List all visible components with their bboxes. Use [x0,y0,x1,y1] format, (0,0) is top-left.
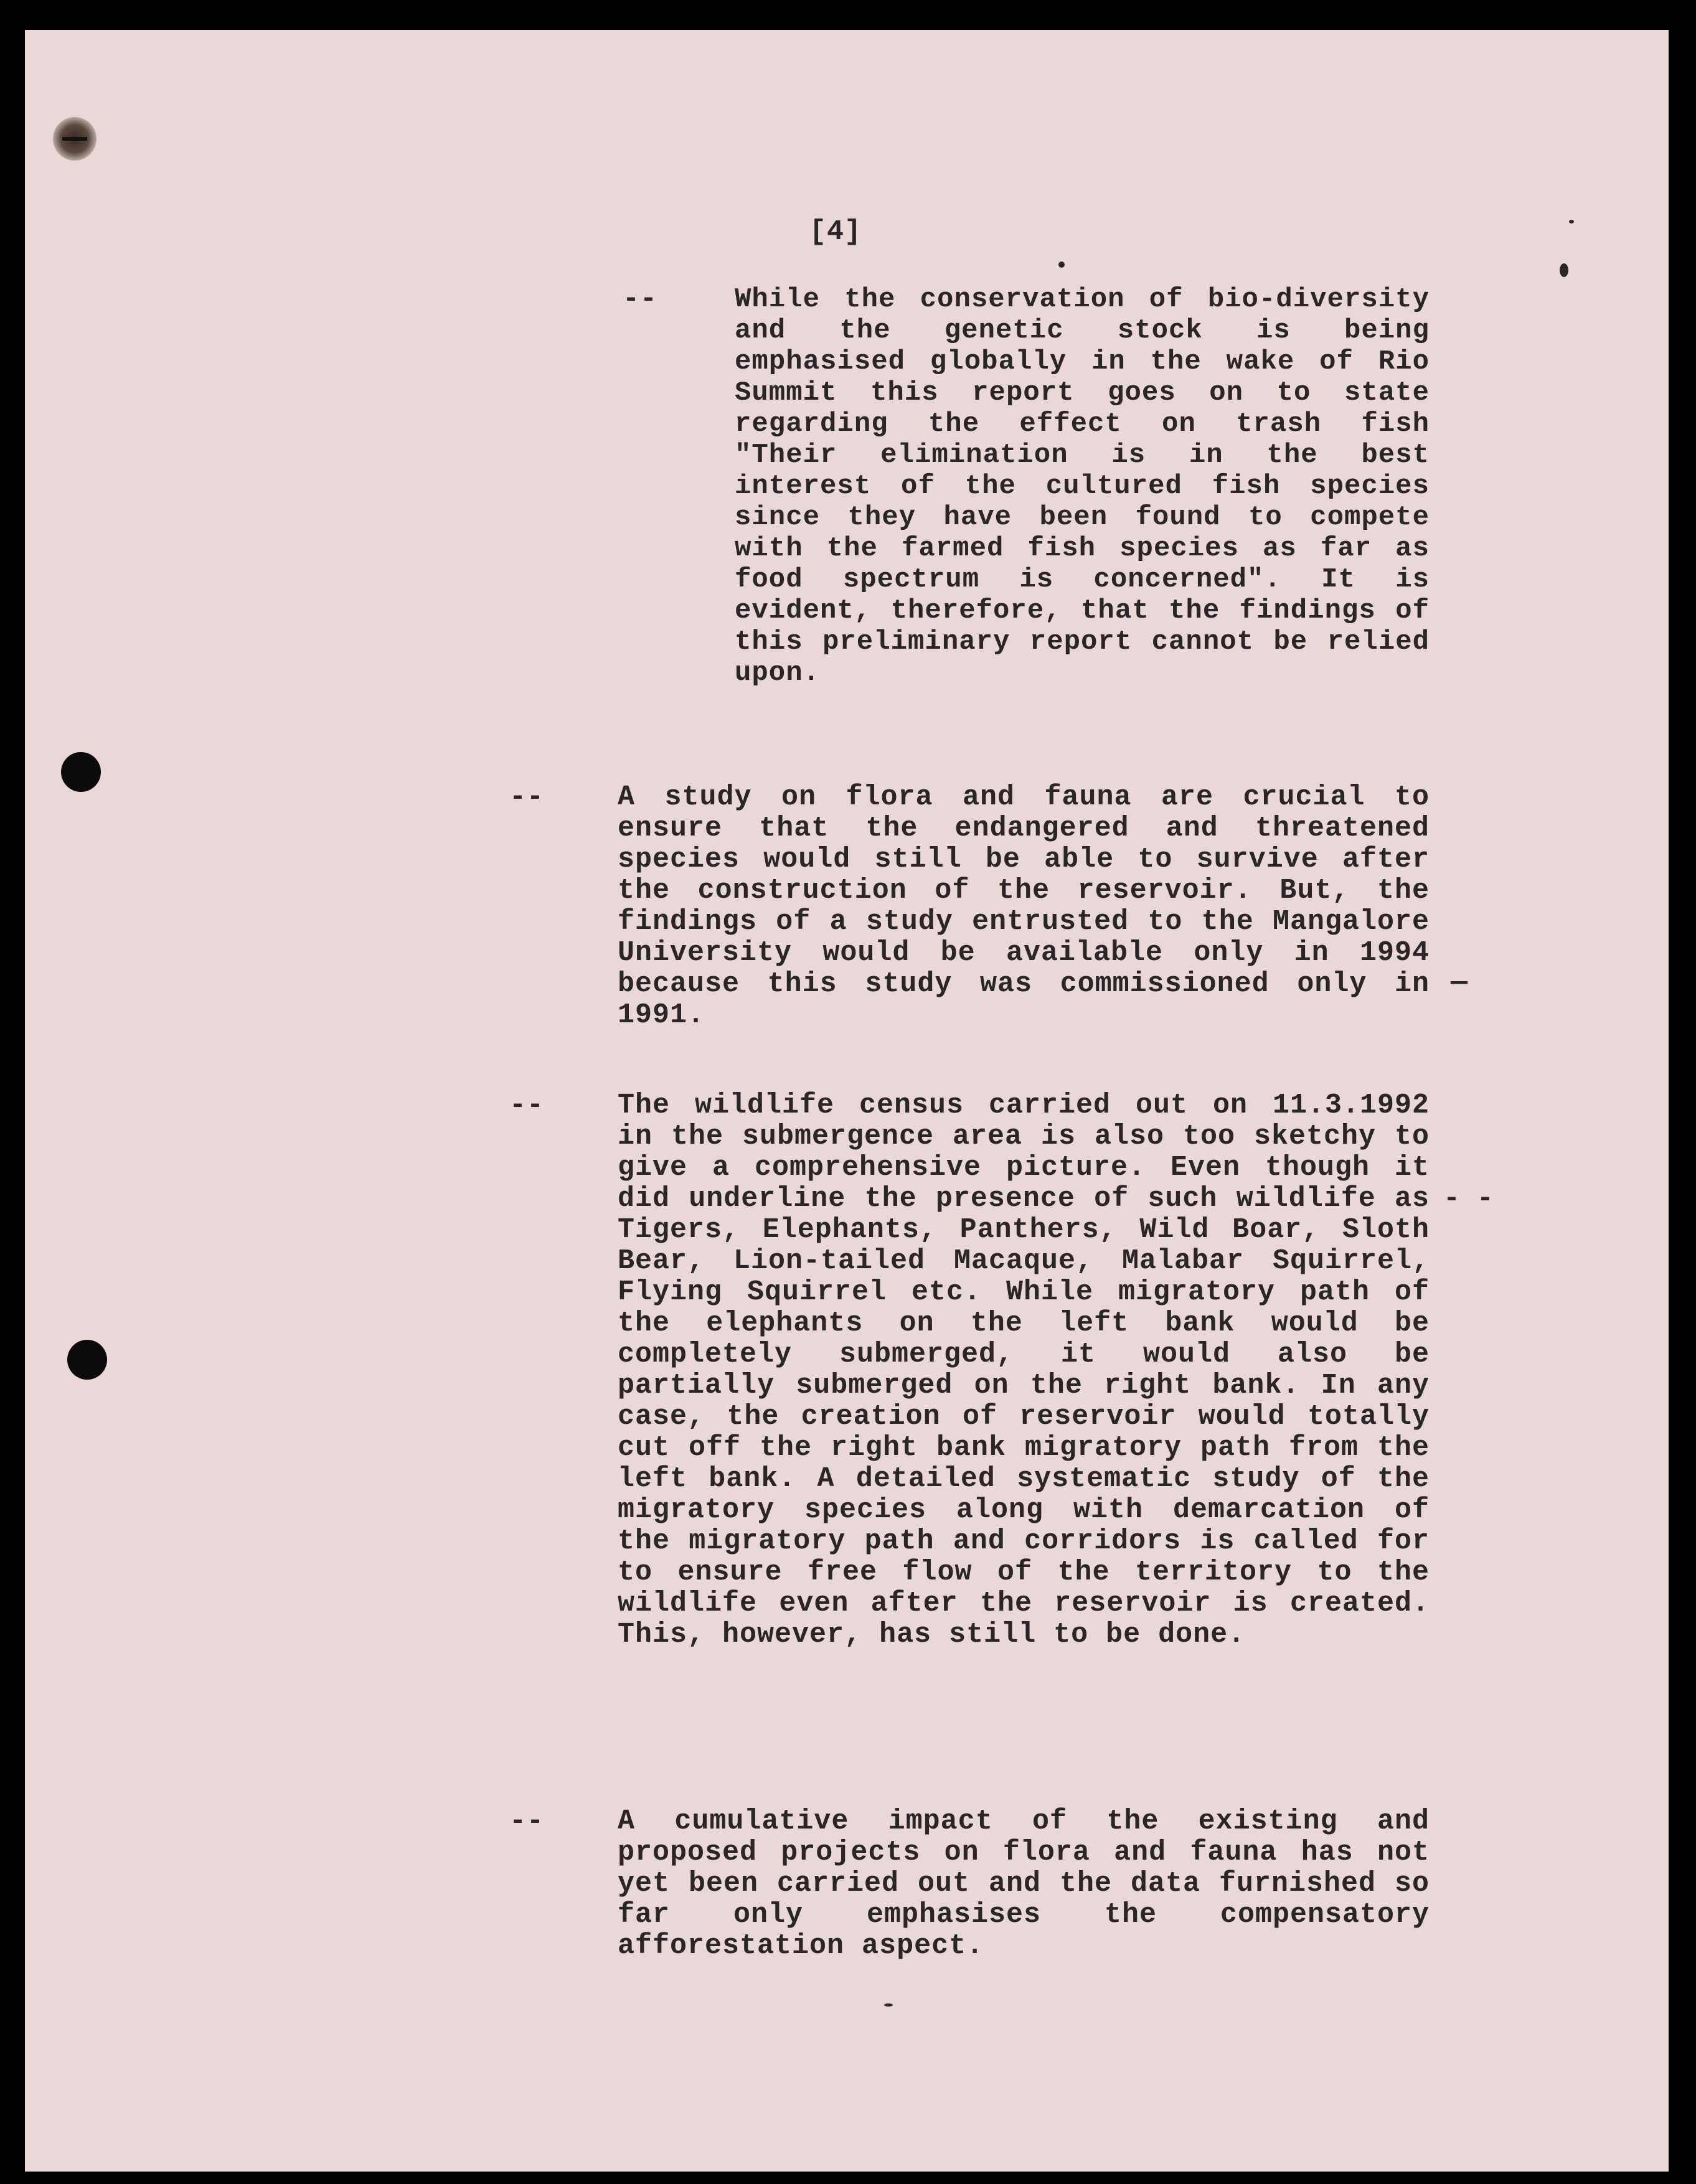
paragraph-flora-fauna-study: A study on flora and fauna are crucial to ensure that the endangered and threatened species would still be able to survive after the construction of the reservoir. But, the findings of a study entrusted to the Mangalore University would be available only in 1994 because this study was commissioned only in 1991. [618,781,1430,1031]
staple-mark [62,137,87,141]
document-page [25,30,1669,2172]
punch-hole-top [61,752,101,792]
margin-mark: — [1451,967,1468,999]
bullet-dash-1: -- [623,283,658,315]
paragraph-cumulative-impact: A cumulative impact of the existing and proposed projects on flora and fauna has not yet been carried out and the data furnished so far only emphasises the compensatory afforestation aspect. [618,1805,1430,1962]
ink-speck [884,2003,893,2007]
ink-speck [1058,261,1065,268]
paragraph-trash-fish: While the conservation of bio-diversity and the genetic stock is being emphasised globally in the wake of Rio Summit this report goes on to state regarding the effect on trash fish "Their elimination is in the best interest of the cultured fish species since they have been found to compete with the farmed fish species as far as food spectrum is concerned". It is evident, therefore, that the findings of this preliminary report cannot be relied upon. [735,284,1430,689]
bullet-dash-4: -- [509,1805,545,1837]
ink-speck [1560,263,1568,277]
bullet-dash-3: -- [509,1090,545,1121]
punch-hole-bottom [67,1340,107,1380]
bullet-dash-2: -- [509,781,545,813]
paragraph-wildlife-census: The wildlife census carried out on 11.3.1992 in the submergence area is also too sketchy to give a comprehensive picture. Even though it did underline the presence of such wildlife as Tigers, Elephants, Panthers, Wild Boar, Sloth Bear, Lion-tailed Macaque, Malabar Squirrel, Flying Squirrel etc. While migratory path of the elephants on the left bank would be completely submerged, it would also be partially submerged on the right bank. In any case, the creation of reservoir would totally cut off the right bank migratory path from the left bank. A detailed systematic study of the migratory species along with demarcation of the migratory path and corridors is called for to ensure free flow of the territory to the wildlife even after the reservoir is created. This, however, has still to be done. [618,1090,1430,1650]
page-number: [4] [809,216,862,248]
ink-speck [1569,220,1574,224]
margin-mark: - - [1443,1183,1494,1215]
